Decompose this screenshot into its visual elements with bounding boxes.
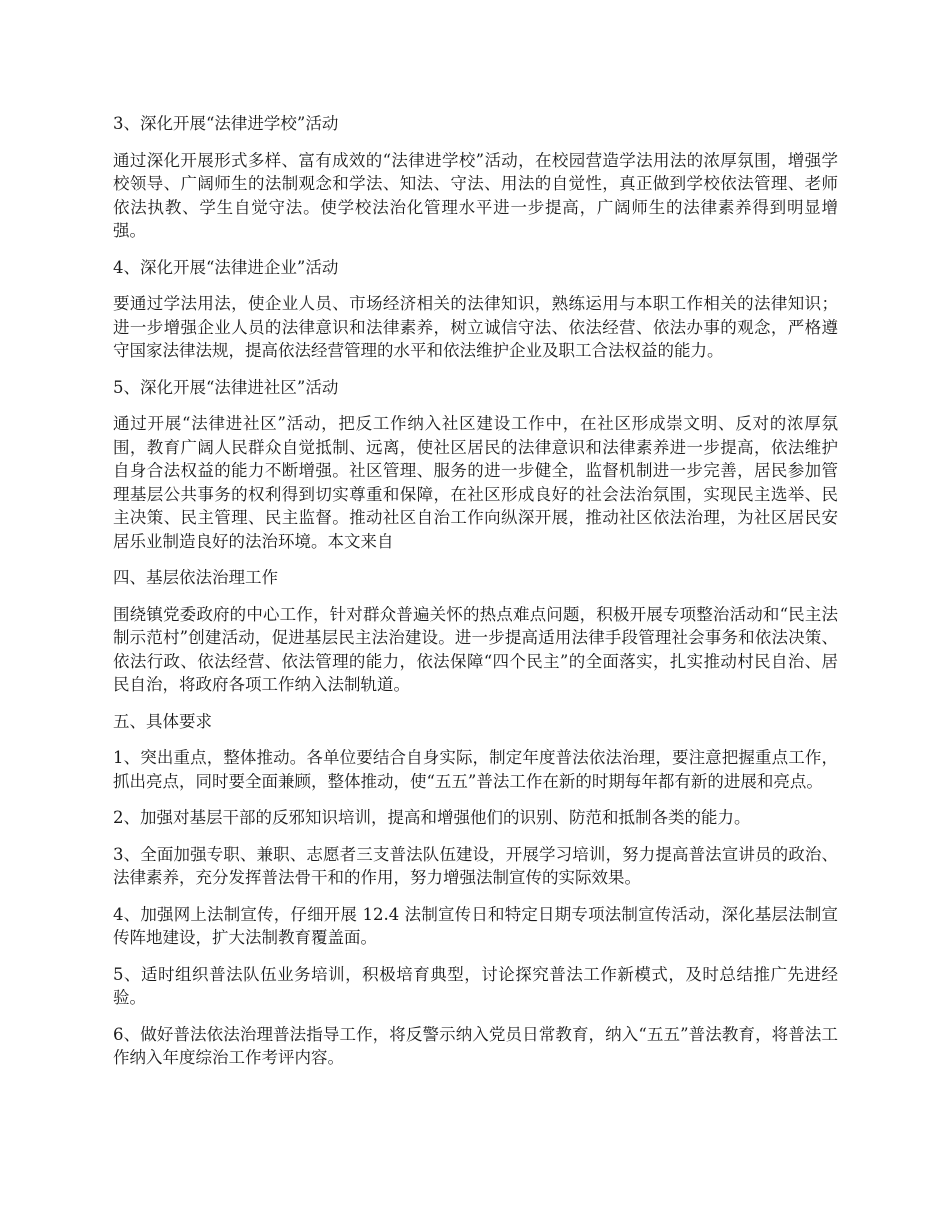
paragraph-law-in-schools: 通过深化开展形式多样、富有成效的“法律进学校”活动，在校园营造学法用法的浓厚氛围，增强学校领导、广阔师生的法制观念和学法、知法、守法、用法的自觉性，真正做到学校依法管理、老师依法执教、学生自觉守法。使学校法治化管理水平进一步提高，广阔师生的法律素养得到明显增强。 <box>113 150 838 240</box>
section-heading-grassroots: 四、基层依法治理工作 <box>113 568 278 587</box>
paragraph-law-in-communities: 通过开展“法律进社区”活动，把反工作纳入社区建设工作中，在社区形成崇文明、反对的浓厚氛围，教育广阔人民群众自觉抵制、远离，使社区居民的法律意识和法律素养进一步提高，依法维护自身合法权益的能力不断增强。社区管理、服务的进一步健全，监督机制进一步完善，居民参加管理基层公共事务的权利得到切实尊重和保障，在社区形成良好的社会法治氛围，实现民主选举、民主决策、民主管理、民主监督。推动社区自治工作向纵深开展，推动社区依法治理，为社区居民安居乐业制造良好的法治环境。本文来自 <box>113 414 838 551</box>
section-heading-3: 3、深化开展“法律进学校”活动 <box>113 114 339 133</box>
requirement-item-3: 3、全面加强专职、兼职、志愿者三支普法队伍建设，开展学习培训，努力提高普法宣讲员的政治、法律素养，充分发挥普法骨干和的作用，努力增强法制宣传的实际效果。 <box>113 844 838 887</box>
paragraph-grassroots-governance: 围绕镇党委政府的中心工作，针对群众普遍关怀的热点难点问题，积极开展专项整治活动和“民主法制示范村”创建活动，促进基层民主法治建设。进一步提高适用法律手段管理社会事务和依法决策、依法行政、依法经营、依法管理的能力，依法保障“四个民主”的全面落实，扎实推动村民自治、居民自治，将政府各项工作纳入法制轨道。 <box>113 604 838 694</box>
section-heading-requirements: 五、具体要求 <box>113 711 212 731</box>
requirement-item-6: 6、做好普法依法治理普法指导工作，将反警示纳入党员日常教育，纳入“五五”普法教育，将普法工作纳入年度综治工作考评内容。 <box>113 1024 838 1067</box>
requirement-item-1: 1、突出重点，整体推动。各单位要结合自身实际，制定年度普法依法治理，要注意把握重点工作，抓出亮点，同时要全面兼顾，整体推动，使“五五”普法工作在新的时期每年都有新的进展和亮点。 <box>113 748 838 791</box>
requirement-item-2: 2、加强对基层干部的反邪知识培训，提高和增强他们的识别、防范和抵制各类的能力。 <box>113 808 751 827</box>
document-page <box>113 112 838 1083</box>
paragraph-law-in-enterprises: 要通过学法用法，使企业人员、市场经济相关的法律知识，熟练运用与本职工作相关的法律知识；进一步增强企业人员的法律意识和法律素养，树立诚信守法、依法经营、依法办事的观念，严格遵守国家法律法规，提高依法经营管理的水平和依法维护企业及职工合法权益的能力。 <box>113 294 838 360</box>
section-heading-5: 5、深化开展“法律进社区”活动 <box>113 377 339 397</box>
requirement-item-4: 4、加强网上法制宣传，仔细开展 12.4 法制宣传日和特定日期专项法制宣传活动，深化基层法制宣传阵地建设，扩大法制教育覆盖面。 <box>113 904 838 947</box>
requirement-item-5: 5、适时组织普法队伍业务培训，积极培育典型，讨论探究普法工作新模式，及时总结推广先进经验。 <box>113 964 838 1007</box>
section-heading-4: 4、深化开展“法律进企业”活动 <box>113 257 339 277</box>
